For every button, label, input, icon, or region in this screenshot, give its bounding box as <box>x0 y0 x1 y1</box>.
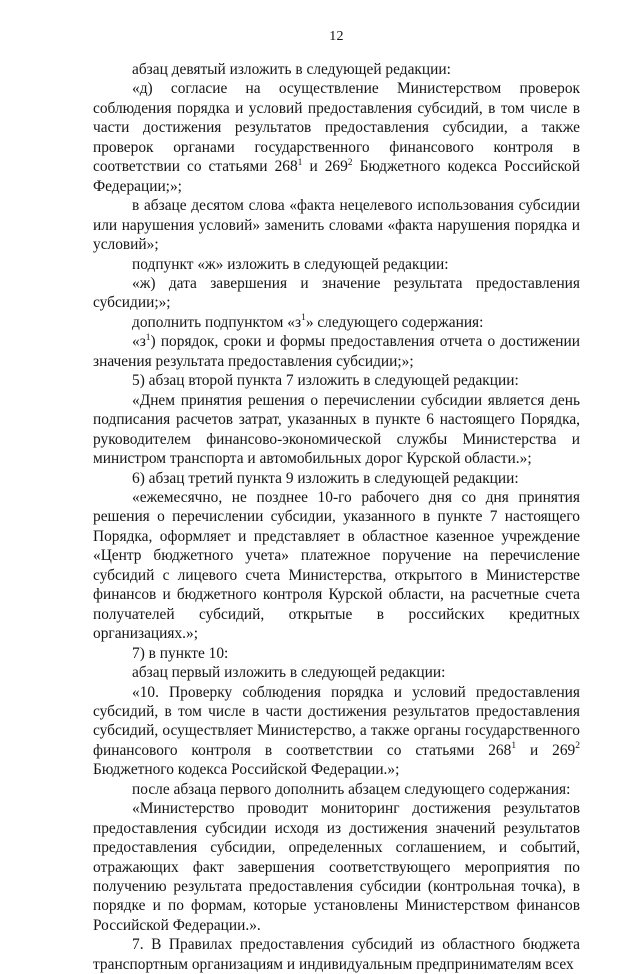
document-page <box>93 28 580 974</box>
paragraph <box>93 644 580 663</box>
text-segment: 6) абзац третий пункта 9 изложить в следующей редакции: <box>132 469 519 487</box>
text-segment: дополнить подпунктом «з <box>132 313 302 331</box>
paragraph <box>93 780 580 799</box>
paragraph <box>93 274 580 313</box>
text-segment: Бюджетного кодекса Российской Федерации;»; <box>93 158 580 195</box>
text-segment: «10. Проверку соблюдения порядка и условий предоставления субсидий, в том числе в части достижения результатов предоставления субсидий, осуществляет Министерство, а также органы государственного финансового контроля в соответствии со статьями 268 <box>93 683 580 759</box>
text-segment: «ежемесячно, не позднее 10-го рабочего дня со дня принятия решения о перечислении субсидии, указанного в пункте 7 настоящего Порядка, оформляет и представляет в областное казенное учреждение «Центр бюджетного учета» платежное поручение на перечисление субсидий с лицевого счета Министерства, открытого в Министерстве финансов и бюджетного контроля Курской области, на расчетные счета получателей субсидий, открытые в российских кредитных организациях.»; <box>93 488 580 643</box>
paragraph <box>93 255 580 274</box>
text-segment: абзац девятый изложить в следующей редакции: <box>132 61 451 78</box>
text-segment: подпункт «ж» изложить в следующей редакции: <box>132 255 449 273</box>
text-segment: «з <box>132 333 146 351</box>
superscript: 2 <box>575 741 580 752</box>
superscript: 2 <box>347 157 353 168</box>
paragraph <box>93 79 580 196</box>
text-segment: 7) в пункте 10: <box>132 644 229 662</box>
text-segment: «ж) дата завершения и значение результата предоставления субсидии;»; <box>93 274 580 312</box>
text-segment: » следующего содержания: <box>305 313 484 331</box>
paragraph <box>93 663 580 682</box>
superscript: 1 <box>145 332 151 343</box>
superscript: 1 <box>301 313 306 324</box>
superscript: 1 <box>511 741 517 752</box>
superscript: 1 <box>297 157 303 168</box>
text-segment: «Днем принятия решения о перечислении субсидии является день подписания расчетов затрат, указанных в пункте 6 настоящего Порядка, руководителем финансово-экономической службы Министерства и министром транспорта и автомобильных дорог Курской области.»; <box>93 391 580 468</box>
text-segment: после абзаца первого дополнить абзацем следующего содержания: <box>132 780 571 798</box>
paragraph <box>93 391 580 469</box>
paragraph <box>93 935 580 974</box>
text-segment: абзац первый изложить в следующей редакции: <box>132 664 446 682</box>
text-segment: Бюджетного кодекса Российской Федерации.»; <box>93 761 400 779</box>
paragraph <box>93 683 580 780</box>
paragraph <box>93 799 580 935</box>
text-segment: «д) согласие на осуществление Министерством проверок соблюдения порядка и условий предоставления субсидий, в том числе в части достижения результатов предоставления субсидии, а также проверок органами государственного финансового контроля в соответствии со статьями 268 <box>93 80 580 176</box>
document-body <box>93 60 580 974</box>
paragraph <box>93 488 580 644</box>
text-segment: ) порядок, сроки и формы предоставления отчета о достижении значения результата предоставления субсидии;»; <box>93 333 580 370</box>
text-segment: и 269 <box>516 741 576 759</box>
paragraph <box>93 371 580 390</box>
text-segment: в абзаце десятом слова «факта нецелевого использования субсидии или нарушения условий» заменить словами «факта нарушения порядка и условий»; <box>93 197 580 254</box>
text-segment: 7. В Правилах предоставления субсидий из областного бюджета транспортным организациям и индивидуальным предпринимателям всех <box>93 936 580 973</box>
text-segment: «Министерство проводит мониторинг достижения результатов предоставления субсидии исходя из достижения значений результатов предоставления субсидии, определенных соглашением, и событий, отражающих факт завершения соответствующего мероприятия по получению результата предоставления субсидии (контрольная точка), в порядке и по формам, которые установлены Министерством финансов Российской Федерации.». <box>93 800 580 934</box>
paragraph <box>93 313 580 332</box>
text-segment: 5) абзац второй пункта 7 изложить в следующей редакции: <box>132 372 519 390</box>
paragraph <box>93 332 580 371</box>
paragraph <box>93 469 580 488</box>
paragraph <box>93 196 580 254</box>
text-segment: и 269 <box>302 158 348 176</box>
paragraph <box>93 60 580 79</box>
page-number: 12 <box>329 29 344 44</box>
